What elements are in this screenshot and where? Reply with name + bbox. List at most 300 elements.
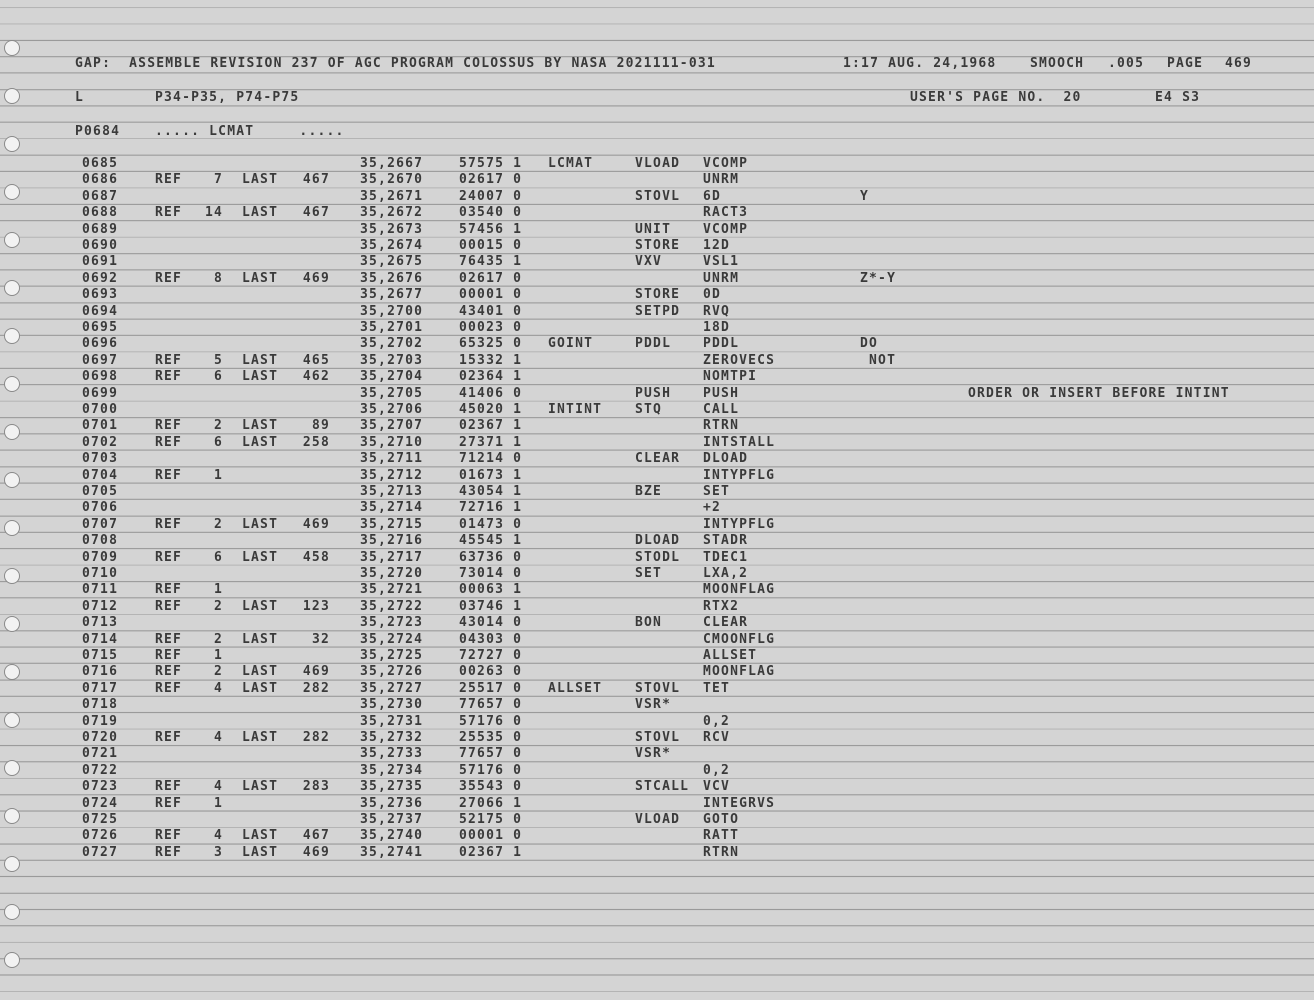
address: 35,2723: [360, 615, 424, 631]
last-page: 467: [302, 205, 330, 221]
line-number: 0710: [82, 566, 119, 581]
octal-code: 01473 0: [459, 516, 523, 532]
ref-label: REF: [155, 270, 183, 286]
operand: CMOONFLG: [703, 631, 776, 647]
ref-count: 7: [213, 172, 223, 188]
listing-row: [0, 468, 1314, 484]
octal-code: 00023 0: [459, 320, 523, 335]
last-label: LAST: [242, 730, 279, 745]
listing-row: [0, 189, 1314, 205]
comment: DO: [860, 336, 879, 352]
ref-label: REF: [155, 172, 183, 188]
comment: Y: [860, 188, 870, 204]
line-number: 0711: [82, 582, 119, 598]
operand: 0,2: [703, 713, 731, 729]
address: 35,2701: [360, 320, 424, 335]
last-page: 282: [302, 730, 330, 745]
last-label: LAST: [242, 270, 279, 286]
address: 35,2713: [360, 484, 424, 499]
last-page: 467: [302, 828, 330, 844]
address: 35,2740: [360, 828, 424, 844]
octal-code: 72716 1: [459, 500, 523, 516]
last-label: LAST: [242, 516, 279, 532]
ref-count: 4: [213, 779, 223, 795]
address: 35,2710: [360, 434, 424, 450]
line-number: 0695: [82, 320, 119, 335]
listing-row: [0, 828, 1314, 844]
ref-label: REF: [155, 467, 183, 483]
octal-code: 03540 0: [459, 205, 523, 221]
ref-count: 4: [213, 730, 223, 745]
address: 35,2704: [360, 369, 424, 385]
listing-row: [0, 779, 1314, 795]
last-page: 462: [302, 369, 330, 385]
address: 35,2672: [360, 205, 424, 221]
last-label: LAST: [242, 779, 279, 795]
symbol-label: GOINT: [548, 336, 594, 352]
octal-code: 00001 0: [459, 828, 523, 844]
ref-label: REF: [155, 648, 183, 663]
operand: INTYPFLG: [703, 467, 776, 483]
address: 35,2712: [360, 467, 424, 483]
operand: VCOMP: [703, 156, 749, 171]
opcode: PUSH: [635, 385, 672, 401]
last-page: 89: [311, 418, 330, 434]
listing-row: [0, 664, 1314, 680]
last-label: LAST: [242, 844, 279, 860]
octal-code: 77657 0: [459, 746, 523, 762]
octal-code: 35543 0: [459, 779, 523, 795]
last-page: 467: [302, 172, 330, 188]
address: 35,2667: [360, 156, 424, 171]
ref-label: REF: [155, 516, 183, 532]
operand: RTRN: [703, 418, 740, 434]
listing-row: [0, 763, 1314, 779]
last-label: LAST: [242, 828, 279, 844]
line-number: 0727: [82, 844, 119, 860]
listing-row: [0, 812, 1314, 828]
line-number: 0723: [82, 779, 119, 795]
listing-row: [0, 648, 1314, 664]
octal-code: 03746 1: [459, 598, 523, 614]
line-number: 0721: [82, 746, 119, 762]
last-label: LAST: [242, 664, 279, 680]
last-label: LAST: [242, 369, 279, 385]
line-number: 0712: [82, 598, 119, 614]
symbol-label: INTINT: [548, 402, 603, 417]
opcode: VLOAD: [635, 156, 681, 171]
listing-row: [0, 533, 1314, 549]
address: 35,2727: [360, 680, 424, 696]
listing-row: [0, 304, 1314, 320]
operand: CLEAR: [703, 615, 749, 631]
ref-count: 6: [213, 434, 223, 450]
listing-row: [0, 320, 1314, 336]
octal-code: 43054 1: [459, 484, 523, 499]
operand: RVQ: [703, 303, 731, 319]
opcode: VXV: [635, 254, 663, 270]
address: 35,2715: [360, 516, 424, 532]
last-page: 465: [302, 352, 330, 368]
line-number: 0704: [82, 467, 119, 483]
opcode: STOVL: [635, 188, 681, 204]
line-number: 0693: [82, 287, 119, 303]
listing-row: [0, 714, 1314, 730]
line-number: 0722: [82, 762, 119, 778]
address: 35,2731: [360, 713, 424, 729]
ref-label: REF: [155, 598, 183, 614]
last-page: 282: [302, 680, 330, 696]
ref-label: REF: [155, 549, 183, 565]
octal-code: 00015 0: [459, 238, 523, 253]
page-label: PAGE: [1167, 56, 1204, 71]
octal-code: 02617 0: [459, 270, 523, 286]
last-label: LAST: [242, 172, 279, 188]
octal-code: 24007 0: [459, 188, 523, 204]
last-label: LAST: [242, 352, 279, 368]
opcode: STORE: [635, 238, 681, 253]
octal-code: 00063 1: [459, 582, 523, 598]
opcode: SETPD: [635, 303, 681, 319]
last-page: 469: [302, 270, 330, 286]
line-number: 0686: [82, 172, 119, 188]
listing-row: [0, 205, 1314, 221]
operand: PUSH: [703, 385, 740, 401]
ref-label: REF: [155, 434, 183, 450]
address: 35,2673: [360, 221, 424, 237]
assembly-header: GAP: ASSEMBLE REVISION 237 OF AGC PROGRAM COLOSSUS BY NASA 2021111-031: [75, 56, 716, 71]
listing-row: [0, 156, 1314, 172]
listing-row: [0, 632, 1314, 648]
ref-label: REF: [155, 205, 183, 221]
last-label: LAST: [242, 598, 279, 614]
address: 35,2737: [360, 812, 424, 827]
last-page: 469: [302, 664, 330, 680]
operand: RTX2: [703, 598, 740, 614]
operand: GOTO: [703, 812, 740, 827]
operand: PDDL: [703, 336, 740, 352]
line-number: 0719: [82, 713, 119, 729]
address: 35,2722: [360, 598, 424, 614]
line-number: 0690: [82, 238, 119, 253]
line-number: 0718: [82, 697, 119, 713]
last-label: LAST: [242, 205, 279, 221]
octal-code: 02367 1: [459, 418, 523, 434]
operand: +2: [703, 500, 722, 516]
address: 35,2714: [360, 500, 424, 516]
last-page: 32: [311, 631, 330, 647]
ref-count: 8: [213, 270, 223, 286]
address: 35,2706: [360, 402, 424, 417]
octal-code: 25517 0: [459, 680, 523, 696]
ref-label: REF: [155, 730, 183, 745]
address: 35,2674: [360, 238, 424, 253]
operand: 0,2: [703, 762, 731, 778]
listing-row: [0, 238, 1314, 254]
octal-code: 57456 1: [459, 221, 523, 237]
address: 35,2735: [360, 779, 424, 795]
opcode: STCALL: [635, 779, 690, 795]
ref-count: 5: [213, 352, 223, 368]
listing-row: [0, 287, 1314, 303]
operand: ALLSET: [703, 648, 758, 663]
ref-label: REF: [155, 779, 183, 795]
line-number: 0702: [82, 434, 119, 450]
opcode: STOVL: [635, 680, 681, 696]
timestamp: 1:17 AUG. 24,1968: [843, 56, 997, 71]
ref-count: 2: [213, 418, 223, 434]
opcode: BON: [635, 615, 663, 631]
last-page: 458: [302, 549, 330, 565]
line-number: 0691: [82, 254, 119, 270]
octal-code: 57176 0: [459, 713, 523, 729]
subheader-number: P0684: [75, 124, 121, 139]
last-page: 123: [302, 598, 330, 614]
line-number: 0689: [82, 221, 119, 237]
address: 35,2721: [360, 582, 424, 598]
address: 35,2730: [360, 697, 424, 713]
octal-code: 01673 1: [459, 467, 523, 483]
opcode: STOVL: [635, 730, 681, 745]
operand: RCV: [703, 730, 731, 745]
last-page: 469: [302, 844, 330, 860]
operand: 12D: [703, 238, 731, 253]
ref-count: 6: [213, 369, 223, 385]
listing-row: [0, 435, 1314, 451]
line-number: 0698: [82, 369, 119, 385]
ref-count: 6: [213, 549, 223, 565]
operand: VSL1: [703, 254, 740, 270]
line-number: 0706: [82, 500, 119, 516]
listing-row: [0, 336, 1314, 352]
address: 35,2671: [360, 188, 424, 204]
address: 35,2711: [360, 451, 424, 467]
opcode: VSR*: [635, 697, 672, 713]
address: 35,2726: [360, 664, 424, 680]
address: 35,2732: [360, 730, 424, 745]
line-number: 0725: [82, 812, 119, 827]
line-number: 0701: [82, 418, 119, 434]
line-number: 0685: [82, 156, 119, 171]
operand: NOMTPI: [703, 369, 758, 385]
octal-code: 02367 1: [459, 844, 523, 860]
octal-code: 00263 0: [459, 664, 523, 680]
operand: RACT3: [703, 205, 749, 221]
opcode: DLOAD: [635, 533, 681, 549]
ref-label: REF: [155, 844, 183, 860]
operand: VCV: [703, 779, 731, 795]
listing-row: [0, 615, 1314, 631]
octal-code: 02364 1: [459, 369, 523, 385]
ref-label: REF: [155, 631, 183, 647]
listing-row: [0, 254, 1314, 270]
operand: STADR: [703, 533, 749, 549]
ref-count: 1: [213, 795, 223, 811]
line-number: 0716: [82, 664, 119, 680]
address: 35,2734: [360, 762, 424, 778]
octal-code: 65325 0: [459, 336, 523, 352]
line-number: 0707: [82, 516, 119, 532]
listing-row: [0, 582, 1314, 598]
line-number: 0703: [82, 451, 119, 467]
operand: 18D: [703, 320, 731, 335]
address: 35,2670: [360, 172, 424, 188]
octal-code: 41406 0: [459, 385, 523, 401]
listing-row: [0, 386, 1314, 402]
line-number: 0688: [82, 205, 119, 221]
line-number: 0700: [82, 402, 119, 417]
operand: ZEROVECS: [703, 352, 776, 368]
line-number: 0724: [82, 795, 119, 811]
listing-row: [0, 697, 1314, 713]
octal-code: 63736 0: [459, 549, 523, 565]
last-label: LAST: [242, 418, 279, 434]
listing-row: [0, 369, 1314, 385]
address: 35,2717: [360, 549, 424, 565]
log-letter: L: [75, 90, 85, 105]
user-page-number: USER'S PAGE NO. 20: [910, 90, 1082, 105]
listing-row: [0, 418, 1314, 434]
line-number: 0692: [82, 270, 119, 286]
octal-code: 57176 0: [459, 762, 523, 778]
ref-label: REF: [155, 680, 183, 696]
address: 35,2707: [360, 418, 424, 434]
line-number: 0720: [82, 730, 119, 745]
comment-right: ORDER OR INSERT BEFORE INTINT: [968, 385, 1230, 401]
octal-code: 04303 0: [459, 631, 523, 647]
operand: MOONFLAG: [703, 582, 776, 598]
octal-code: 02617 0: [459, 172, 523, 188]
last-label: LAST: [242, 549, 279, 565]
octal-code: 71214 0: [459, 451, 523, 467]
operand: RATT: [703, 828, 740, 844]
address: 35,2725: [360, 648, 424, 663]
subheader-label: ..... LCMAT .....: [155, 124, 345, 139]
ref-count: 1: [213, 582, 223, 598]
line-number: 0687: [82, 188, 119, 204]
octal-code: 27371 1: [459, 434, 523, 450]
line-number: 0708: [82, 533, 119, 549]
address: 35,2703: [360, 352, 424, 368]
user-name: SMOOCH: [1030, 56, 1085, 71]
ref-count: 4: [213, 680, 223, 696]
octal-code: 72727 0: [459, 648, 523, 663]
line-number: 0694: [82, 303, 119, 319]
address: 35,2700: [360, 303, 424, 319]
revision: .005: [1108, 56, 1145, 71]
address: 35,2675: [360, 254, 424, 270]
operand: UNRM: [703, 172, 740, 188]
ref-count: 1: [213, 467, 223, 483]
symbol-label: ALLSET: [548, 680, 603, 696]
comment: NOT: [860, 352, 897, 368]
opcode: STORE: [635, 287, 681, 303]
ref-label: REF: [155, 664, 183, 680]
last-page: 469: [302, 516, 330, 532]
operand: 6D: [703, 188, 722, 204]
line-number: 0696: [82, 336, 119, 352]
octal-code: 00001 0: [459, 287, 523, 303]
line-number: 0699: [82, 385, 119, 401]
ref-count: 14: [204, 205, 223, 221]
ref-count: 4: [213, 828, 223, 844]
address: 35,2724: [360, 631, 424, 647]
operand: TET: [703, 680, 731, 696]
listing-row: [0, 402, 1314, 418]
listing-row: [0, 517, 1314, 533]
octal-code: 15332 1: [459, 352, 523, 368]
listing-row: [0, 353, 1314, 369]
listing-row: [0, 845, 1314, 861]
comment: Z*-Y: [860, 270, 897, 286]
listing-row: [0, 271, 1314, 287]
line-number: 0726: [82, 828, 119, 844]
symbol-label: LCMAT: [548, 156, 594, 171]
listing-row: [0, 451, 1314, 467]
octal-code: 43014 0: [459, 615, 523, 631]
opcode: STQ: [635, 402, 663, 417]
last-page: 283: [302, 779, 330, 795]
address: 35,2705: [360, 385, 424, 401]
operand: CALL: [703, 402, 740, 417]
ref-label: REF: [155, 795, 183, 811]
operand: VCOMP: [703, 221, 749, 237]
octal-code: 43401 0: [459, 303, 523, 319]
listing-row: [0, 681, 1314, 697]
opcode: STODL: [635, 549, 681, 565]
line-number: 0717: [82, 680, 119, 696]
operand: SET: [703, 484, 731, 499]
ref-count: 3: [213, 844, 223, 860]
octal-code: 45020 1: [459, 402, 523, 417]
address: 35,2736: [360, 795, 424, 811]
operand: UNRM: [703, 270, 740, 286]
ref-label: REF: [155, 352, 183, 368]
operand: INTYPFLG: [703, 516, 776, 532]
line-number: 0713: [82, 615, 119, 631]
octal-code: 57575 1: [459, 156, 523, 171]
octal-code: 76435 1: [459, 254, 523, 270]
listing-row: [0, 484, 1314, 500]
address: 35,2677: [360, 287, 424, 303]
line-number: 0715: [82, 648, 119, 663]
octal-code: 25535 0: [459, 730, 523, 745]
ref-label: REF: [155, 418, 183, 434]
address: 35,2702: [360, 336, 424, 352]
last-label: LAST: [242, 631, 279, 647]
address: 35,2741: [360, 844, 424, 860]
operand: RTRN: [703, 844, 740, 860]
section-title: P34-P35, P74-P75: [155, 90, 300, 105]
octal-code: 52175 0: [459, 812, 523, 827]
line-number: 0709: [82, 549, 119, 565]
operand: TDEC1: [703, 549, 749, 565]
operand: LXA,2: [703, 566, 749, 581]
ref-label: REF: [155, 828, 183, 844]
opcode: VSR*: [635, 746, 672, 762]
listing-row: [0, 599, 1314, 615]
address: 35,2716: [360, 533, 424, 549]
ref-label: REF: [155, 582, 183, 598]
ref-count: 2: [213, 516, 223, 532]
opcode: CLEAR: [635, 451, 681, 467]
octal-code: 73014 0: [459, 566, 523, 581]
last-label: LAST: [242, 434, 279, 450]
operand: 0D: [703, 287, 722, 303]
listing-row: [0, 500, 1314, 516]
page-number: 469: [1225, 56, 1253, 71]
ref-count: 2: [213, 631, 223, 647]
